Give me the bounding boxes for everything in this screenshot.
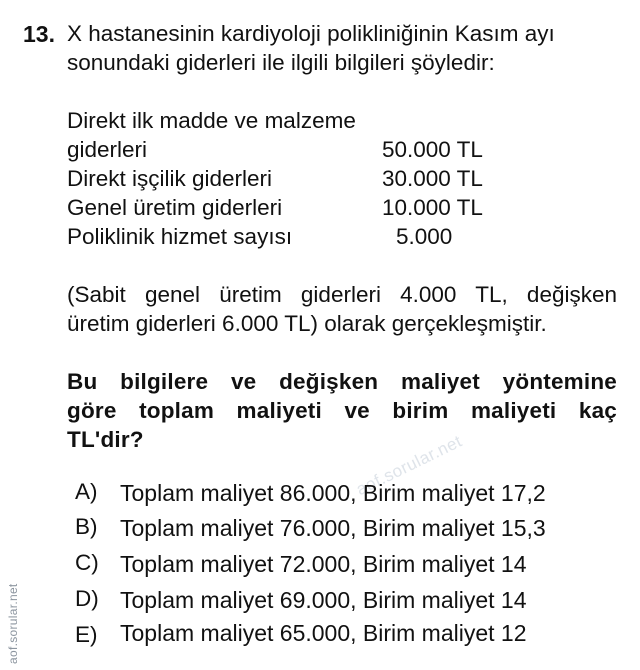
data-row-label: Direkt işçilik giderleri xyxy=(67,166,273,191)
watermark-side: aof.sorular.net xyxy=(6,583,20,664)
option-letter: A) xyxy=(75,479,98,504)
option-letter: B) xyxy=(75,514,98,539)
data-row-value: 30.000 TL xyxy=(382,166,483,191)
option-text: Toplam maliyet 86.000, Birim maliyet 17,2 xyxy=(120,480,546,506)
option-text: Toplam maliyet 65.000, Birim maliyet 12 xyxy=(120,620,527,646)
note-line-1: (Sabit genel üretim giderleri 4.000 TL, değişken xyxy=(67,282,617,307)
data-row-label: giderleri xyxy=(67,137,148,162)
option-text: Toplam maliyet 72.000, Birim maliyet 14 xyxy=(120,551,527,577)
data-row-value: 5.000 xyxy=(396,224,453,249)
option-text: Toplam maliyet 69.000, Birim maliyet 14 xyxy=(120,587,527,613)
data-row-value: 50.000 TL xyxy=(382,137,483,162)
question-intro-line-2: sonundaki giderleri ile ilgili bilgileri şöyledir: xyxy=(67,50,495,75)
option-letter: C) xyxy=(75,550,99,575)
note-line-2: üretim giderleri 6.000 TL) olarak gerçekleşmiştir. xyxy=(67,311,547,336)
data-row-value: 10.000 TL xyxy=(382,195,483,220)
option-text: Toplam maliyet 76.000, Birim maliyet 15,3 xyxy=(120,515,546,541)
data-row-label: Genel üretim giderleri xyxy=(67,195,283,220)
question-number: 13. xyxy=(23,21,55,47)
data-row-label: Poliklinik hizmet sayısı xyxy=(67,224,293,249)
option-letter: D) xyxy=(75,586,99,611)
question-intro-line-1: X hastanesinin kardiyoloji polikliniğinin Kasım ayı xyxy=(67,21,555,46)
option-letter: E) xyxy=(75,622,98,647)
question-prompt-line-2: göre toplam maliyeti ve birim maliyeti kaç xyxy=(67,398,617,423)
question-prompt-line-1: Bu bilgilere ve değişken maliyet yöntemine xyxy=(67,369,617,394)
data-row-label: Direkt ilk madde ve malzeme xyxy=(67,108,356,133)
watermark-center: aof.sorular.net xyxy=(353,431,466,500)
question-prompt-line-3: TL'dir? xyxy=(67,427,144,452)
